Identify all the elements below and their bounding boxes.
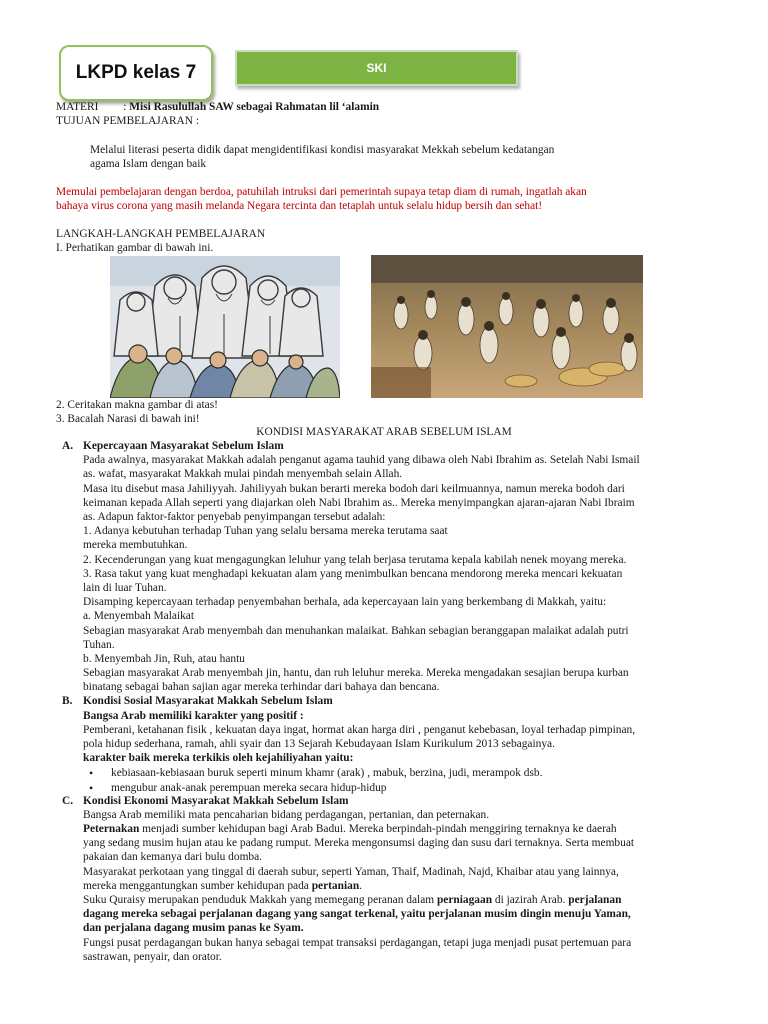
section-a-line: b. Menyembah Jin, Ruh, atau hantu — [83, 653, 245, 665]
prophets-illustration-svg — [110, 256, 340, 398]
section-a-line: Sebagian masyarakat Arab menyembah dan menuhankan malaikat. Bahkan sebagian beranggapan malaikat adalah putri — [83, 625, 629, 637]
step-1: I. Perhatikan gambar di bawah ini. — [56, 242, 214, 254]
section-a-line: 2. Kecenderungan yang kuat mengagungkan leluhur yang telah berjasa terutama kepala kabilah nenek moyang mereka. — [83, 554, 627, 566]
section-c-line: Bangsa Arab memiliki mata pencaharian bidang perdagangan, pertanian, dan peternakan. — [83, 809, 490, 821]
pertanian-text: mereka menggantungkan sumber kehidupan pada — [83, 880, 312, 892]
tujuan-label: TUJUAN PEMBELAJARAN : — [56, 115, 200, 127]
section-b-subheading-2: karakter baik mereka terkikis oleh kejahiliyahan yaitu: — [83, 752, 354, 764]
steps-title: LANGKAH-LANGKAH PEMBELAJARAN — [56, 228, 266, 240]
pertanian-term: pertanian — [311, 880, 360, 892]
section-b-line: Pemberani, ketahanan fisik , kekuatan daya ingat, hormat akan harga diri , penganut kebebasan, loyal terhadap pimpinan, — [83, 724, 636, 736]
section-a-line: as. wafat, masyarakat Makkah mulai pindah menyembah selain Allah. — [83, 468, 403, 480]
section-a-line: 1. Adanya kebutuhan terhadap Tuhan yang selalu bersama mereka terutama saat — [83, 525, 448, 537]
section-c-line: Masyarakat perkotaan yang tinggal di daerah subur, seperti Yaman, Thaif, Madinah, Najd, Khaibar atau yang lainnya, — [83, 866, 619, 878]
section-c-heading: Kondisi Ekonomi Masyarakat Makkah Sebelum Islam — [83, 795, 349, 807]
bullet-item: • mengubur anak-anak perempuan mereka secara hidup-hidup — [83, 781, 542, 795]
subject-banner: SKI — [235, 50, 518, 86]
section-a-line: a. Menyembah Malaikat — [83, 610, 195, 622]
section-b-heading: Kondisi Sosial Masyarakat Makkah Sebelum Islam — [83, 695, 333, 707]
section-a-line: mereka membutuhkan. — [83, 539, 188, 551]
section-a-letter: A. — [62, 440, 74, 452]
article-title: KONDISI MASYARAKAT ARAB SEBELUM ISLAM — [256, 426, 512, 438]
section-a-line: Sebagian masyarakat Arab menyembah jin, hantu, dan ruh leluhur mereka. Mereka mengadakan sesajian berupa kurban — [83, 667, 629, 679]
section-c-bold-line: dagang mereka sebagai perjalanan dagang yang sangat terkenal, yaitu perjalanan musim dingin menuju Yaman, — [83, 908, 631, 920]
section-a-line: Tuhan. — [83, 639, 115, 651]
section-b-line: pola hidup sederhana, ramah, ahli syair dan 13 Sejarah Kebudayaan Islam Kurikulum 2013 sebagainya. — [83, 738, 555, 750]
step-3: 3. Bacalah Narasi di bawah ini! — [56, 413, 200, 425]
warning-line-1: Memulai pembelajaran dengan berdoa, patuhilah intruksi dari pemerintah supaya tetap diam di rumah, ingatlah akan — [56, 186, 587, 198]
section-c-line: pakaian dan kemanya dari bulu domba. — [83, 851, 263, 863]
section-c-line: Fungsi pusat perdagangan bukan hanya sebagai tempat transaksi perdagangan, tetapi juga menjadi pusat pertemuan para — [83, 937, 632, 949]
section-a-line: as. Adapun faktor-faktor penyebab penyimpangan tersebut adalah: — [83, 511, 386, 523]
pertanian-end: . — [359, 880, 363, 892]
market-photo — [371, 255, 643, 398]
section-a-line: 3. Rasa takut yang kuat menghadapi kekuatan alam yang menimbulkan bencana mendorong mereka mencari kekuatan — [83, 568, 623, 580]
peternakan-text: menjadi sumber kehidupan bagi Arab Badui. Mereka berpindah-pindah menggiring ternaknya ke daerah — [139, 823, 617, 835]
section-c-letter: C. — [62, 795, 74, 807]
market-photo-svg — [371, 255, 643, 398]
prophets-illustration — [110, 256, 340, 398]
perjalanan-term: perjalanan — [568, 894, 622, 906]
section-a-line: lain di luar Tuhan. — [83, 582, 167, 594]
materi-line — [56, 100, 379, 114]
perniagaan-term: perniagaan — [436, 894, 493, 906]
section-c-line: yang sedang musim hujan atau ke padang rumput. Mereka mengonsumsi daging dan susu dari ternaknya. Serta membuat — [83, 837, 635, 849]
section-a-line: Disamping kepercayaan terhadap penyembahan berhala, ada kepercayaan lain yang berkembang di Makkah, yaitu: — [83, 596, 607, 608]
tujuan-line-1: Melalui literasi peserta didik dapat mengidentifikasi kondisi masyarakat Mekkah sebelum kedatangan — [90, 144, 555, 156]
section-c-pertanian-line — [83, 879, 362, 893]
section-a-line: binatang sebagai bahan sajian agar mereka terhindar dari bahaya dan bencana. — [83, 681, 440, 693]
quraisy-text: Suku Quraisy merupakan penduduk Makkah yang memegang peranan dalam — [83, 894, 437, 906]
section-a-line: keimanan kepada Allah seperti yang diajarkan oleh Nabi Ibrahim as.. Mereka menyimpangkan ajaran-ajaran Nabi Ibraim — [83, 497, 635, 509]
peternakan-term: Peternakan — [83, 823, 140, 835]
section-a-line: Pada awalnya, masyarakat Makkah adalah penganut agama tauhid yang dibawa oleh Nabi Ibrahim as. Setelah Nabi Ismail — [83, 454, 640, 466]
step-2: 2. Ceritakan makna gambar di atas! — [56, 399, 218, 411]
section-b-subheading-1: Bangsa Arab memiliki karakter yang positif : — [83, 710, 304, 722]
section-b-letter: B. — [62, 695, 73, 707]
bullet-item: • kebiasaan-kebiasaan buruk seperti minum khamr (arak) , mabuk, berzina, judi, merampok dsb. — [83, 766, 542, 780]
section-b-bullet-list — [83, 766, 542, 795]
materi-value: Misi Rasulullah SAW sebagai Rahmatan lil ‘alamin — [129, 101, 380, 113]
section-c-peternakan-line — [83, 822, 617, 836]
class-badge: LKPD kelas 7 — [59, 45, 213, 101]
materi-label: MATERI — [56, 101, 99, 113]
section-c-bold-line: dan perjalana dagang musim panas ke Syam. — [83, 922, 304, 934]
section-a-line: Masa itu disebut masa Jahiliyyah. Jahiliyyah bukan berarti mereka bodoh dari keilmuannya, namun mereka bodoh dari — [83, 483, 625, 495]
section-c-line: sastrawan, penyair, dan orator. — [83, 951, 222, 963]
quraisy-mid: di jazirah Arab. — [492, 894, 569, 906]
section-a-heading: Kepercayaan Masyarakat Sebelum Islam — [83, 440, 284, 452]
tujuan-line-2: agama Islam dengan baik — [90, 158, 207, 170]
warning-line-2: bahaya virus corona yang masih melanda Negara tercinta dan tetaplah untuk selalu hidup bersih dan sehat! — [56, 200, 543, 212]
section-c-quraisy-line — [83, 893, 621, 907]
materi-sep: : — [123, 101, 127, 113]
